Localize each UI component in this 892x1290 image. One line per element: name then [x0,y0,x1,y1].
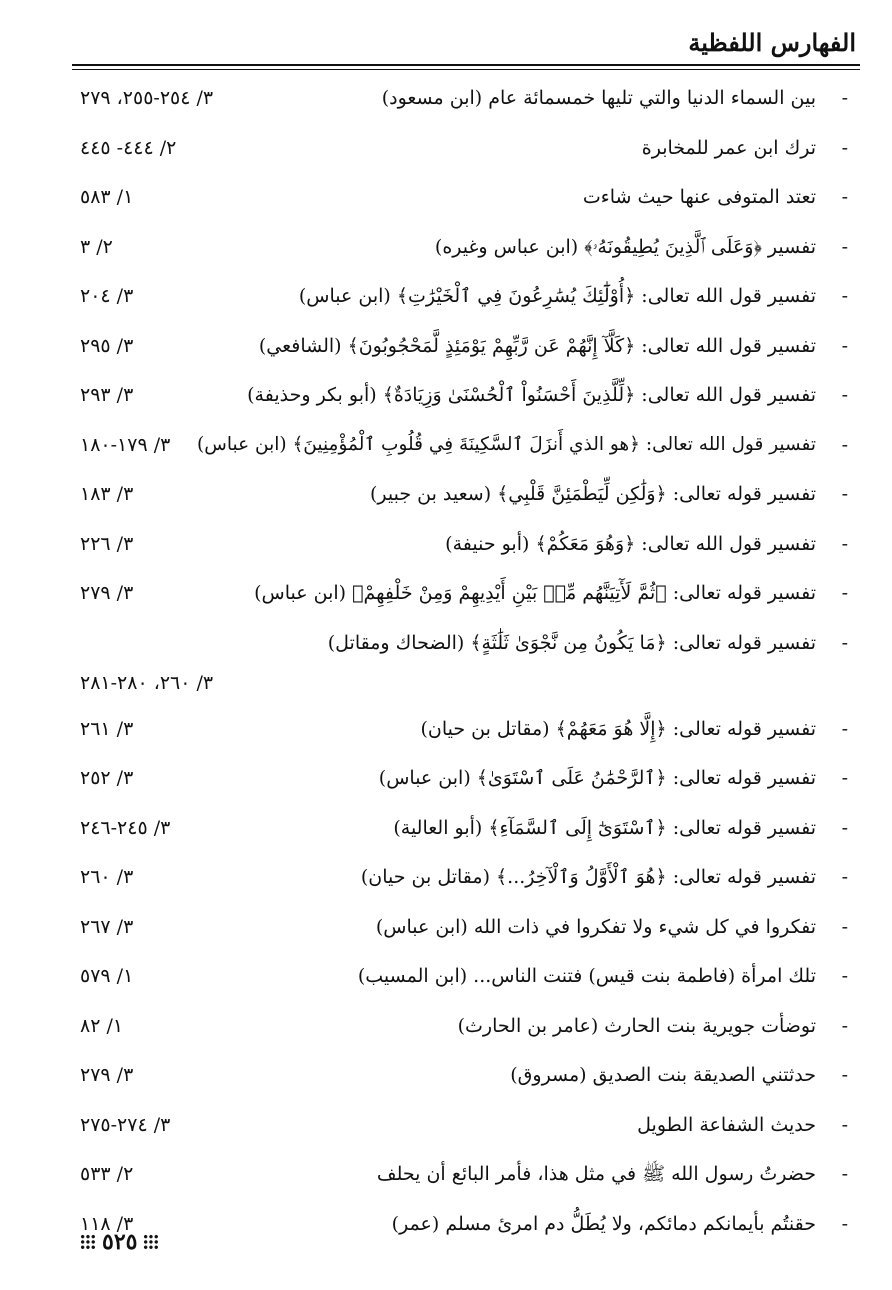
entry-dash: - [841,1064,848,1086]
entry-dash: - [841,433,848,456]
index-entry [80,808,848,858]
index-entry [80,623,848,709]
entry-reference: ٣/ ١٨٣ [80,483,134,505]
entry-dash: - [841,532,848,555]
entry-reference: ٢/ ٤٤٤- ٤٤٥ [80,136,177,159]
index-entry [80,1055,848,1105]
index-entry [80,375,848,425]
index-entry [80,573,848,623]
index-entry [80,907,848,957]
index-entry [80,128,848,178]
entry-text: تفسير قول الله تعالى: ﴿لِّلَّذِينَ أَحْسَنُواْ ٱلْحُسْنَىٰ وَزِيَادَةٌ﴾ (أبو بكر وحذيفة) [247,384,816,406]
entry-dash: - [841,1113,848,1136]
entry-dash: - [841,767,848,789]
page-number: ٥٢٥ [102,1229,138,1255]
entry-dash: - [841,1163,848,1185]
entry-text: تفسير قوله تعالى: ﴿ٱلرَّحْمَٰنُ عَلَى ٱسْتَوَىٰ﴾ (ابن عباس) [378,767,816,789]
index-entry [80,326,848,376]
entry-reference: ٣/ ٢٦٠، ٢٨٠-٢٨١ [80,671,214,694]
index-entry [80,857,848,907]
entry-text: بين السماء الدنيا والتي تليها خمسمائة عام (ابن مسعود) [381,87,816,109]
entry-text: ترك ابن عمر للمخابرة [641,136,816,159]
page-footer [80,1228,159,1256]
index-entry [80,474,848,524]
entry-dash: - [841,866,848,888]
entry-text: تفسير قول الله تعالى: ﴿كَلَّآ إِنَّهُمْ عَن رَّبِّهِمْ يَوْمَئِذٍ لَّمَحْجُوبُونَ﴾ (الشافعي) [258,334,816,357]
entry-text: تفسير قوله تعالى: ﴿مَا يَكُونُ مِن نَّجْوَىٰ ثَلَٰثَةٍ﴾ (الضحاك ومقاتل) [327,631,816,654]
entry-text: حقنتُم بأيمانكم دمائكم، ولا يُطَلُّ دم امرئ مسلم (عمر) [391,1212,816,1235]
entry-text: تفسير قوله تعالى: ﴿إِلَّا هُوَ مَعَهُمْ﴾ (مقاتل بن حيان) [420,717,816,740]
running-header-title: الفهارس اللفظية [688,28,856,57]
entry-reference: ٣/ ٢٦١ [80,717,134,740]
index-entry [80,956,848,1006]
header-rule-thick [72,64,860,66]
ornament-left-icon [80,1234,96,1250]
entry-dash: - [841,1212,848,1235]
entry-reference: ٣/ ٢٩٥ [80,334,134,357]
index-entries-list [80,78,848,1253]
entry-text: تفسير قوله تعالى: ﴿ثُمَّ لَأٓتِيَنَّهُم مِّنۢ بَيْنِ أَيْدِيهِمْ وَمِنْ خَلْفِهِمْ﴾ (ابن عباس) [254,582,816,604]
index-entry [80,227,848,277]
entry-reference: ٢/ ٥٣٣ [80,1163,134,1185]
entry-dash: - [841,631,848,654]
entry-dash: - [841,1014,848,1037]
entry-text: تفسير قول الله تعالى: ﴿أُوْلَٰٓئِكَ يُسَٰرِعُونَ فِي ٱلْخَيْرَٰتِ﴾ (ابن عباس) [298,285,816,307]
index-entry [80,709,848,759]
entry-reference: ٣/ ٢٦٧ [80,915,134,938]
entry-reference: ٣/ ١١٨ [80,1212,134,1235]
entry-dash: - [841,915,848,938]
index-entry [80,425,848,475]
entry-reference: ٢/ ٣ [80,235,113,258]
entry-dash: - [841,384,848,406]
entry-text: تفسير قوله تعالى: ﴿وَلَٰكِن لِّيَطْمَئِنَّ قَلْبِي﴾ (سعيد بن جبير) [369,483,816,505]
entry-text: حديث الشفاعة الطويل [637,1113,816,1136]
entry-reference: ٣/ ٢٩٣ [80,384,134,406]
index-entry [80,1154,848,1204]
entry-text: توضأت جويرية بنت الحارث (عامر بن الحارث) [457,1014,816,1037]
index-entry [80,1006,848,1056]
entry-reference: ٣/ ٢٧٤-٢٧٥ [80,1113,171,1136]
entry-dash: - [841,717,848,740]
entry-reference: ٣/ ٢٧٩ [80,582,134,604]
entry-text: تفكروا في كل شيء ولا تفكروا في ذات الله (ابن عباس) [375,915,816,938]
entry-dash: - [841,965,848,987]
entry-text: حدثتني الصديقة بنت الصديق (مسروق) [510,1064,816,1086]
entry-dash: - [841,136,848,159]
entry-reference: ١/ ٥٨٣ [80,186,134,208]
entry-dash: - [841,582,848,604]
entry-text: تعتد المتوفى عنها حيث شاءت [582,186,816,208]
entry-reference: ٣/ ٢٦٠ [80,866,134,888]
index-entry [80,177,848,227]
entry-text: تفسير قول الله تعالى: ﴿وَهُوَ مَعَكُمْ﴾ (أبو حنيفة) [445,532,816,555]
index-entry [80,1105,848,1155]
index-entry [80,1204,848,1254]
entry-reference: ٣/ ٢٥٤-٢٥٥، ٢٧٩ [80,87,214,109]
entry-reference: ٣/ ٢٠٤ [80,285,134,307]
entry-dash: - [841,816,848,839]
entry-dash: - [841,334,848,357]
index-entry [80,276,848,326]
entry-reference: ٣/ ١٧٩-١٨٠ [80,433,171,456]
entry-dash: - [841,87,848,109]
entry-reference: ٣/ ٢٢٦ [80,532,134,555]
entry-dash: - [841,186,848,208]
entry-text: تفسير قول الله تعالى: ﴿هو الذي أَنزَلَ ٱلسَّكِينَةَ فِي قُلُوبِ ٱلْمُؤْمِنِينَ﴾ (ابن عباس) [197,433,816,455]
entry-text: تفسير قوله تعالى: ﴿هُوَ ٱلْأَوَّلُ وَٱلْآخِرُ...﴾ (مقاتل بن حيان) [360,866,816,888]
index-entry [80,758,848,808]
entry-text: حضرتُ رسول الله ﷺ في مثل هذا، فأمر البائع أن يحلف [376,1163,816,1185]
entry-dash: - [841,235,848,258]
entry-dash: - [841,483,848,505]
entry-text: تلك امرأة (فاطمة بنت قيس) فتنت الناس... (ابن المسيب) [357,965,816,987]
entry-reference: ٣/ ٢٤٥-٢٤٦ [80,816,171,839]
index-entry [80,78,848,128]
header-rule-thin [72,69,860,70]
entry-text: تفسير قوله تعالى: ﴿ٱسْتَوَىٰٓ إِلَى ٱلسَّمَآءِ﴾ (أبو العالية) [393,816,816,839]
entry-text: تفسير ﴿وَعَلَى ٱلَّذِينَ يُطِيقُونَهُۥ﴾ (ابن عباس وغيره) [434,235,816,258]
entry-reference: ١/ ٥٧٩ [80,965,134,987]
entry-reference: ٣/ ٢٧٩ [80,1064,134,1086]
ornament-right-icon [143,1234,159,1250]
index-entry [80,524,848,574]
entry-reference: ١/ ٨٢ [80,1014,124,1037]
entry-reference: ٣/ ٢٥٢ [80,767,134,789]
entry-dash: - [841,285,848,307]
